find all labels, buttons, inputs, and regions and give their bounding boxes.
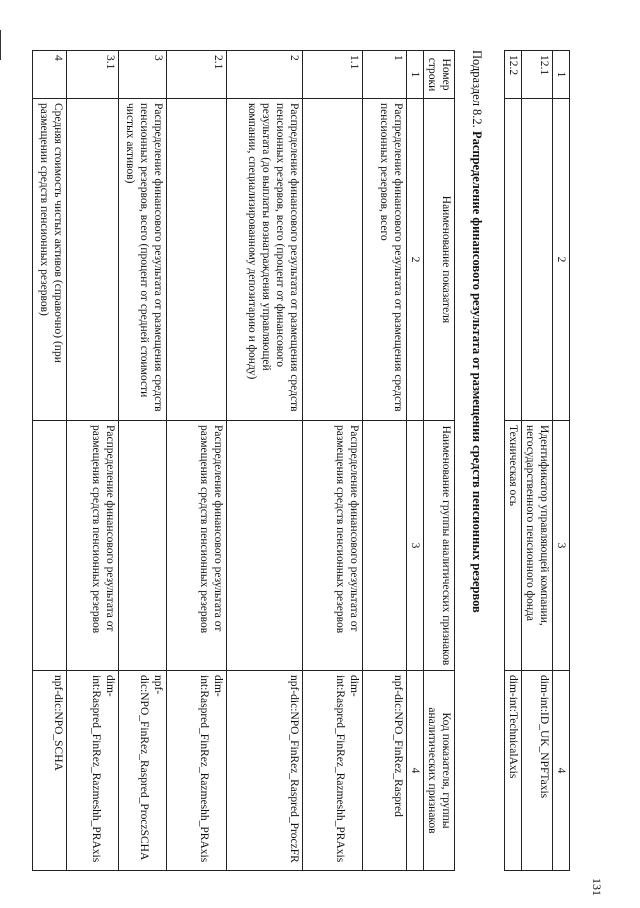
caption-title: Распределение финансового результата от размещения средств пенсионных резервов	[470, 130, 484, 613]
table-row	[119, 51, 167, 871]
header-cell: 3	[553, 421, 570, 671]
table-row	[33, 51, 67, 871]
table-row	[522, 51, 553, 871]
column-header: Наименование показателя	[424, 99, 455, 421]
column-number: 4	[407, 671, 424, 871]
cell	[363, 421, 407, 671]
page-number: 131	[590, 878, 604, 896]
header-cell: 4	[553, 671, 570, 871]
table-row	[505, 51, 522, 871]
top-table	[504, 50, 570, 871]
cell	[33, 421, 67, 671]
cell	[522, 99, 553, 421]
cell: dim-int:Raspred_FinRez_Razmeshh_PRAxis	[167, 671, 227, 871]
table-row	[303, 51, 363, 871]
cell: Распределение финансового результата от размещения средств пенсионных резервов	[303, 421, 363, 671]
cell	[303, 99, 363, 421]
column-number: 1	[407, 51, 424, 99]
header-cell: 2	[553, 99, 570, 421]
table-row	[363, 51, 407, 871]
rotated-page-content	[38, 50, 570, 870]
margin-line	[0, 30, 1, 60]
column-header: Номер строки	[424, 51, 455, 99]
cell: Распределение финансового результата от размещения средств пенсионных резервов	[67, 421, 119, 671]
table-row	[67, 51, 119, 871]
section-caption	[469, 50, 484, 870]
cell: 3.1	[67, 51, 119, 99]
cell: Распределение финансового результата от размещения средств пенсионных резервов, всего	[363, 99, 407, 421]
cell: npf-dic:NPO_FinRez_Raspred	[363, 671, 407, 871]
cell	[167, 99, 227, 421]
cell: Распределение финансового результата от размещения средств пенсионных резервов, всего (процент от финансового результата (до выплаты вознаграждения управляющей компании, специализированному депозитарию и фонду)	[227, 99, 303, 421]
cell: npf-dic:NPO_FinRez_Raspred_ProczFR	[227, 671, 303, 871]
cell	[505, 99, 522, 421]
cell	[227, 421, 303, 671]
column-header: Наименование группы аналитических признаков	[424, 421, 455, 671]
cell: Идентификатор управляющей компании, негосударственного пенсионного фонда	[522, 421, 553, 671]
cell: dim-int:TechnicalAxis	[505, 671, 522, 871]
top-table-header	[553, 51, 570, 871]
table-row	[167, 51, 227, 871]
cell: npf-dic:NPO_SCHA	[33, 671, 67, 871]
cell: 1	[363, 51, 407, 99]
cell: dim-int:Raspred_FinRez_Razmeshh_PRAxis	[67, 671, 119, 871]
cell: npf-dic:NPO_FinRez_Raspred_ProczSCHA	[119, 671, 167, 871]
cell: dim-int:ID_UK_NPFTaxis	[522, 671, 553, 871]
cell	[119, 421, 167, 671]
cell: Распределение финансового результата от размещения средств пенсионных резервов, всего (процент от средней стоимости чистых активов)	[119, 99, 167, 421]
cell: 3	[119, 51, 167, 99]
caption-prefix: Подраздел 8.2.	[470, 50, 484, 131]
column-number: 3	[407, 421, 424, 671]
cell: Техническая ось	[505, 421, 522, 671]
table-row	[227, 51, 303, 871]
cell: 2.1	[167, 51, 227, 99]
cell: dim-int:Raspred_FinRez_Razmeshh_PRAxis	[303, 671, 363, 871]
main-table	[32, 50, 455, 871]
cell: 12.1	[522, 51, 553, 99]
cell: 4	[33, 51, 67, 99]
column-number-row	[407, 51, 424, 871]
main-table-header	[424, 51, 455, 871]
cell: Средняя стоимость чистых активов (справочно) (при размещении средств пенсионных резервов)	[33, 99, 67, 421]
cell: 1.1	[303, 51, 363, 99]
column-number: 2	[407, 99, 424, 421]
column-header: Код показателя, группы аналитических признаков	[424, 671, 455, 871]
cell: 2	[227, 51, 303, 99]
cell	[67, 99, 119, 421]
header-cell: 1	[553, 51, 570, 99]
cell: Распределение финансового результата от размещения средств пенсионных резервов	[167, 421, 227, 671]
cell: 12.2	[505, 51, 522, 99]
